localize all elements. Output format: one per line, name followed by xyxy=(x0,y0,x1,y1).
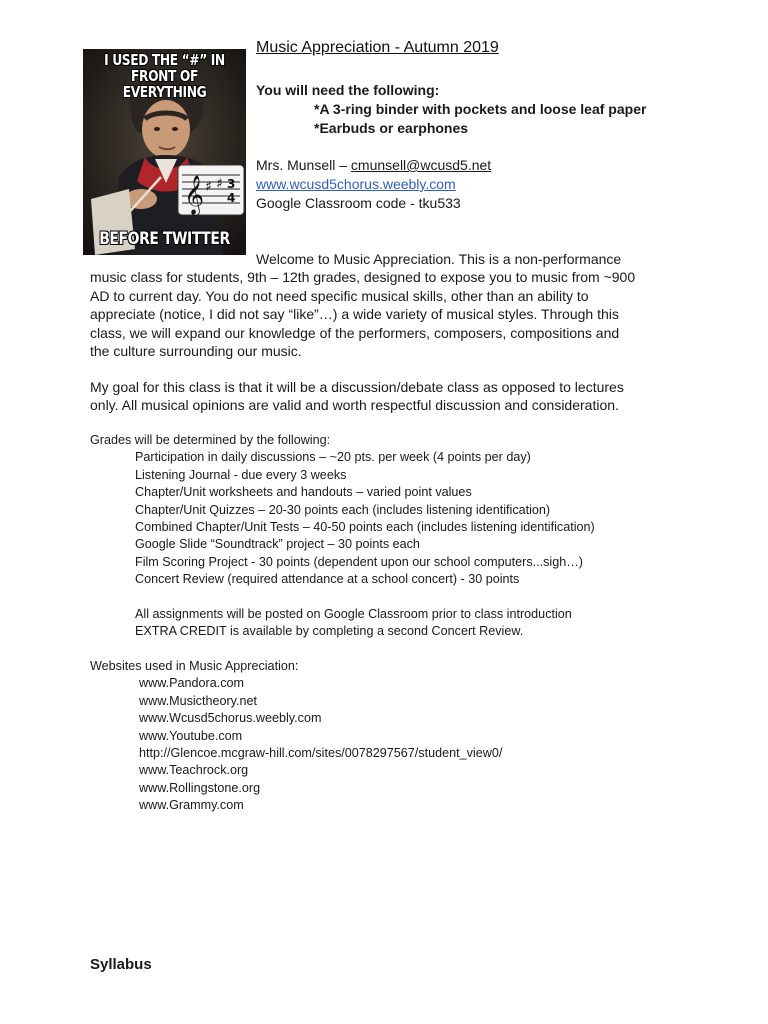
grade-item: Concert Review (required attendance at a school concert) - 30 points xyxy=(135,572,520,587)
teacher-line xyxy=(256,156,491,175)
meme-top-caption: I USED THE “#” IN FRONT OF EVERYTHING xyxy=(104,51,225,101)
grade-item: Google Slide “Soundtrack” project – 30 points each xyxy=(135,537,420,552)
website-item: www.Wcusd5chorus.weebly.com xyxy=(139,711,322,726)
grade-item: Chapter/Unit worksheets and handouts – varied point values xyxy=(135,485,472,500)
goal-line: only. All musical opinions are valid and worth respectful discussion and consideration. xyxy=(90,397,619,414)
websites-heading: Websites used in Music Appreciation: xyxy=(90,659,299,673)
website-item: www.Teachrock.org xyxy=(139,763,249,778)
classroom-code-line xyxy=(256,194,491,213)
grade-item: Combined Chapter/Unit Tests – 40-50 points each (includes listening identification) xyxy=(135,520,595,535)
websites-section xyxy=(90,658,710,815)
website-item: www.Pandora.com xyxy=(139,676,244,691)
grade-item: Participation in daily discussions – ~20 pts. per week (4 points per day) xyxy=(135,450,531,465)
classroom-code: tku533 xyxy=(418,195,461,211)
welcome-line: appreciate (notice, I did not say “like”…) a wide variety of musical styles. Through this xyxy=(90,306,619,323)
sharp-icon: ♯ xyxy=(216,176,223,192)
treble-clef-icon: 𝄞 xyxy=(184,175,205,215)
grade-item: Film Scoring Project - 30 points (dependent upon our school computers...sigh…) xyxy=(135,554,584,569)
website-item: http://Glencoe.mcgraw-hill.com/sites/0078297567/student_view0/ xyxy=(139,746,503,761)
supply-item: *A 3-ring binder with pockets and loose leaf paper xyxy=(314,101,647,117)
welcome-line: Welcome to Music Appreciation. This is a non-performance xyxy=(256,251,622,267)
welcome-line: class, we will expand our knowledge of the performers, composers, compositions and xyxy=(90,324,620,341)
contact-info xyxy=(256,156,491,213)
welcome-line: music class for students, 9th – 12th grades, designed to expose you to music from ~900 xyxy=(90,269,636,286)
supplies-list xyxy=(256,81,646,138)
time-signature-bottom: 4 xyxy=(227,191,236,205)
grades-note: EXTRA CREDIT is available by completing a second Concert Review. xyxy=(135,624,524,639)
website-item: www.Grammy.com xyxy=(139,798,244,813)
teacher-email-link[interactable]: cmunsell@wcusd5.net xyxy=(350,157,492,173)
classroom-code-label: Google Classroom code - xyxy=(256,195,419,211)
time-signature-top: 3 xyxy=(227,177,236,191)
goal-paragraph xyxy=(90,378,690,415)
grade-item: Listening Journal - due every 3 weeks xyxy=(135,467,347,482)
website-item: www.Rollingstone.org xyxy=(139,780,261,795)
website-item: www.Youtube.com xyxy=(139,728,243,743)
footer-label: Syllabus xyxy=(90,956,152,973)
welcome-line: AD to current day. You do not need specific musical skills, other than an ability to xyxy=(90,287,589,304)
website-item: www.Musictheory.net xyxy=(139,693,258,708)
spacer xyxy=(90,589,710,606)
teacher-name: Mrs. Munsell – xyxy=(256,157,351,173)
chorus-website-link[interactable]: www.wcusd5chorus.weebly.com xyxy=(256,176,456,192)
grade-item: Chapter/Unit Quizzes – 20-30 points each (includes listening identification) xyxy=(135,502,551,517)
grades-heading: Grades will be determined by the following: xyxy=(90,433,331,447)
welcome-paragraph xyxy=(90,250,690,360)
beethoven-meme-image xyxy=(83,49,246,255)
grades-note: All assignments will be posted on Google Classroom prior to class introduction xyxy=(135,607,572,622)
grades-section xyxy=(90,432,710,641)
music-staff xyxy=(178,165,244,216)
supply-item: *Earbuds or earphones xyxy=(314,120,469,136)
page-title: Music Appreciation - Autumn 2019 xyxy=(256,39,499,56)
meme-bottom-caption: BEFORE TWITTER xyxy=(99,229,230,250)
sharp-icon: ♯ xyxy=(205,179,212,195)
goal-line: My goal for this class is that it will be a discussion/debate class as opposed to lectures xyxy=(90,379,624,395)
supplies-heading: You will need the following: xyxy=(256,82,440,98)
welcome-line: the culture surrounding our music. xyxy=(90,343,302,360)
